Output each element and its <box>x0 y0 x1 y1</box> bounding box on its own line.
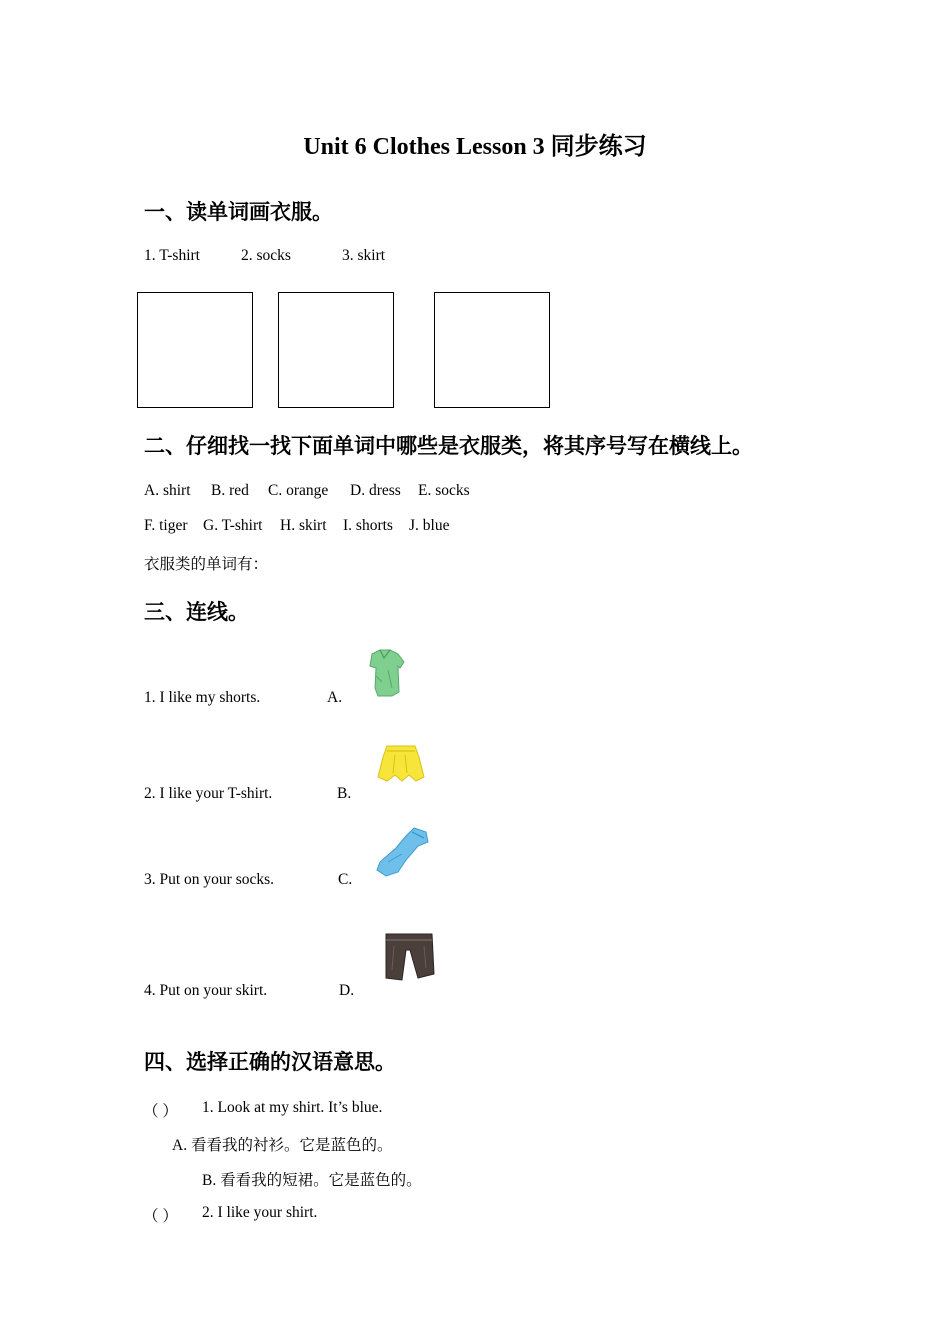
word-3: 3. skirt <box>342 247 386 264</box>
section2-heading: 二、仔细找一找下面单词中哪些是衣服类，将其序号写在横线上。 <box>144 434 753 458</box>
drawing-box-1[interactable] <box>137 292 253 408</box>
answer-bracket-1[interactable]: （ ） <box>143 1103 178 1120</box>
word-1: 1. T-shirt <box>144 247 200 264</box>
section4-heading: 四、选择正确的汉语意思。 <box>144 1050 396 1074</box>
option-h: H. skirt <box>280 517 327 534</box>
page-title: Unit 6 Clothes Lesson 3 同步练习 <box>303 134 647 160</box>
blue-socks-icon[interactable] <box>374 826 432 878</box>
letter-c: C. <box>338 871 353 888</box>
section3-heading: 三、连线。 <box>144 600 249 624</box>
option-c: C. orange <box>268 482 329 499</box>
drawing-box-2[interactable] <box>278 292 394 408</box>
option-e: E. socks <box>418 482 470 499</box>
q1-option-a: A. 看看我的衬衫。它是蓝色的。 <box>172 1137 393 1154</box>
yellow-skirt-icon[interactable] <box>375 743 427 785</box>
answer-label: 衣服类的单词有： <box>144 556 269 573</box>
option-i: I. shorts <box>343 517 393 534</box>
letter-a: A. <box>327 689 343 706</box>
option-d: D. dress <box>350 482 401 499</box>
q1-option-b: B. 看看我的短裙。它是蓝色的。 <box>202 1172 422 1189</box>
letter-d: D. <box>339 982 355 999</box>
section1-heading: 一、读单词画衣服。 <box>144 200 333 224</box>
answer-bracket-2[interactable]: （ ） <box>143 1208 178 1225</box>
option-j: J. blue <box>409 517 450 534</box>
letter-b: B. <box>337 785 352 802</box>
drawing-box-3[interactable] <box>434 292 550 408</box>
sentence-4: 4. Put on your skirt. <box>144 982 268 999</box>
brown-shorts-icon[interactable] <box>382 930 436 984</box>
option-a: A. shirt <box>144 482 191 499</box>
sentence-2: 2. I like your T-shirt. <box>144 785 273 802</box>
sentence-3: 3. Put on your socks. <box>144 871 275 888</box>
option-b: B. red <box>211 482 249 499</box>
green-shirt-icon[interactable] <box>362 648 410 700</box>
option-f: F. tiger <box>144 517 188 534</box>
question-1: 1. Look at my shirt. It’s blue. <box>202 1099 383 1116</box>
word-2: 2. socks <box>241 247 291 264</box>
option-g: G. T-shirt <box>203 517 263 534</box>
question-2: 2. I like your shirt. <box>202 1204 318 1221</box>
sentence-1: 1. I like my shorts. <box>144 689 261 706</box>
